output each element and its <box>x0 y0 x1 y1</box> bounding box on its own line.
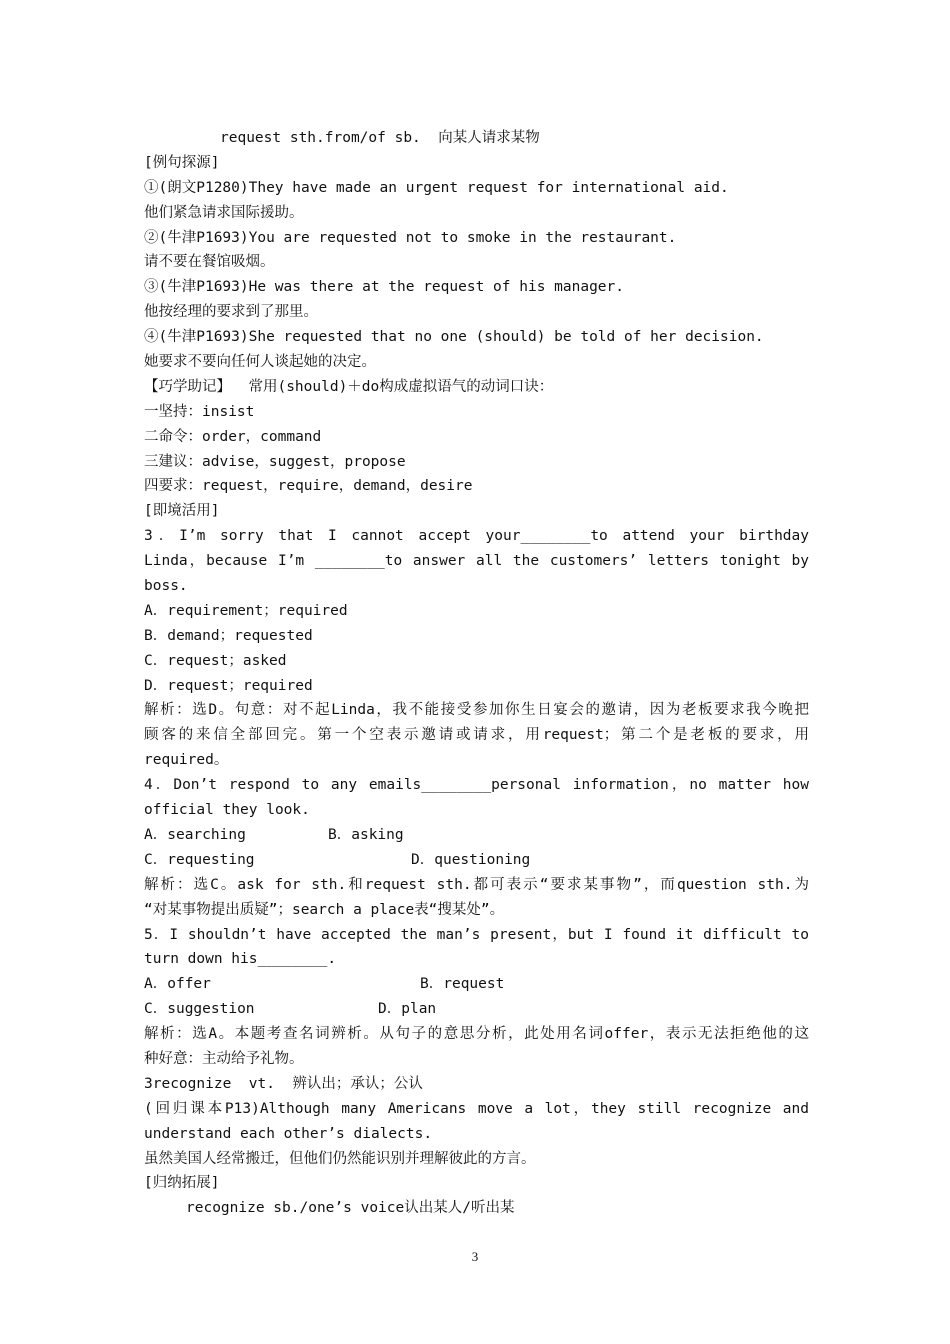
question-5-analysis-line-2: 种好意：主动给予礼物。 <box>144 1050 304 1067</box>
textbook-example-zh: 虽然美国人经常搬迁，但他们仍然能识别并理解彼此的方言。 <box>144 1150 536 1167</box>
memory-tip-line-1: 一坚持：insist <box>144 403 255 420</box>
question-3-option-d: D．request；required <box>144 677 313 694</box>
question-5-option-a: A．offer <box>144 976 211 993</box>
question-4-options-row-2 <box>144 848 809 873</box>
section-heading-examples: [例句探源] <box>144 154 220 171</box>
question-5-option-c: C．suggestion <box>144 1001 255 1018</box>
phrase-recognize-voice: recognize sb./one’s voice认出某人/听出某 <box>186 1200 515 1217</box>
textbook-example-en-line-2: understand each other’s dialects. <box>144 1125 433 1142</box>
question-4-option-d: D．questioning <box>411 851 531 868</box>
example-3-zh: 他按经理的要求到了那里。 <box>144 304 318 321</box>
question-3-option-a: A．requirement；required <box>144 602 348 619</box>
memory-tip-line-2: 二命令：order，command <box>144 428 322 445</box>
example-4-en: ④(牛津P1693)She requested that no one (should) be told of her decision. <box>144 329 764 346</box>
example-1-en: ①(朗文P1280)They have made an urgent request for international aid. <box>144 179 729 196</box>
memory-tip-heading: 【巧学助记】 常用(should)＋do构成虚拟语气的动词口诀： <box>144 378 554 395</box>
question-3-line-3: boss. <box>144 578 188 595</box>
question-5-option-b: B．request <box>420 976 505 993</box>
question-3-option-c: C．request；asked <box>144 652 287 669</box>
example-2-zh: 请不要在餐馆吸烟。 <box>144 254 275 271</box>
question-5-analysis-line-1: 解析：选A。本题考查名词辨析。从句子的意思分析，此处用名词offer，表示无法拒绝他的这 <box>144 1026 809 1043</box>
page-content <box>144 126 809 1221</box>
question-4-options-row-1 <box>144 823 809 848</box>
section-heading-practice: [即境活用] <box>144 503 220 520</box>
textbook-example-en-line-1: (回归课本P13)Although many Americans move a lot，they still recognize and <box>144 1100 809 1117</box>
question-4-line-1: 4．Don’t respond to any emails________personal information，no matter how <box>144 777 809 794</box>
question-3-analysis-line-2: 顾客的来信全部回完。第一个空表示邀请或请求，用request；第二个是老板的要求，用 <box>144 727 809 744</box>
question-3-line-2: Linda，because I’m ________to answer all the customers’ letters tonight by <box>144 553 809 570</box>
question-3-analysis-line-1: 解析：选D。句意：对不起Linda，我不能接受参加你生日宴会的邀请，因为老板要求我今晚把 <box>144 702 809 719</box>
vocab-heading-recognize: 3recognize vt. 辨认出；承认；公认 <box>144 1075 423 1092</box>
question-5-line-1: 5．I shouldn’t have accepted the man’s present，but I found it difficult to <box>144 926 809 943</box>
question-5-line-2: turn down his________. <box>144 951 337 968</box>
example-3-en: ③(牛津P1693)He was there at the request of his manager. <box>144 279 624 296</box>
question-3-line-1: 3．I’m sorry that I cannot accept your________to attend your birthday <box>144 528 809 545</box>
question-4-analysis-line-1: 解析：选C。ask for sth.和request sth.都可表示“要求某事物”，而question sth.为 <box>144 876 809 893</box>
question-4-option-a: A．searching <box>144 826 246 843</box>
question-5-options-row-2 <box>144 997 809 1022</box>
question-3-analysis-line-3: required。 <box>144 752 229 769</box>
example-2-en: ②(牛津P1693)You are requested not to smoke in the restaurant. <box>144 229 677 246</box>
question-4-option-b: B．asking <box>328 826 404 843</box>
example-1-zh: 他们紧急请求国际援助。 <box>144 204 304 221</box>
question-5-option-d: D．plan <box>378 1001 437 1018</box>
question-4-analysis-line-2: “对某事物提出质疑”；search a place表“搜某处”。 <box>144 901 505 918</box>
page-number: 3 <box>471 1249 479 1264</box>
phrase-request-from: request sth.from/of sb. 向某人请求某物 <box>220 130 540 146</box>
question-3-option-b: B．demand；requested <box>144 627 313 644</box>
question-5-options-row-1 <box>144 972 809 997</box>
question-4-line-2: official they look. <box>144 802 310 819</box>
example-4-zh: 她要求不要向任何人谈起她的决定。 <box>144 354 376 371</box>
section-heading-expansion: [归纳拓展] <box>144 1175 220 1192</box>
memory-tip-line-4: 四要求：request，require，demand，desire <box>144 478 473 495</box>
memory-tip-line-3: 三建议：advise，suggest，propose <box>144 453 406 470</box>
question-4-option-c: C．requesting <box>144 851 255 868</box>
